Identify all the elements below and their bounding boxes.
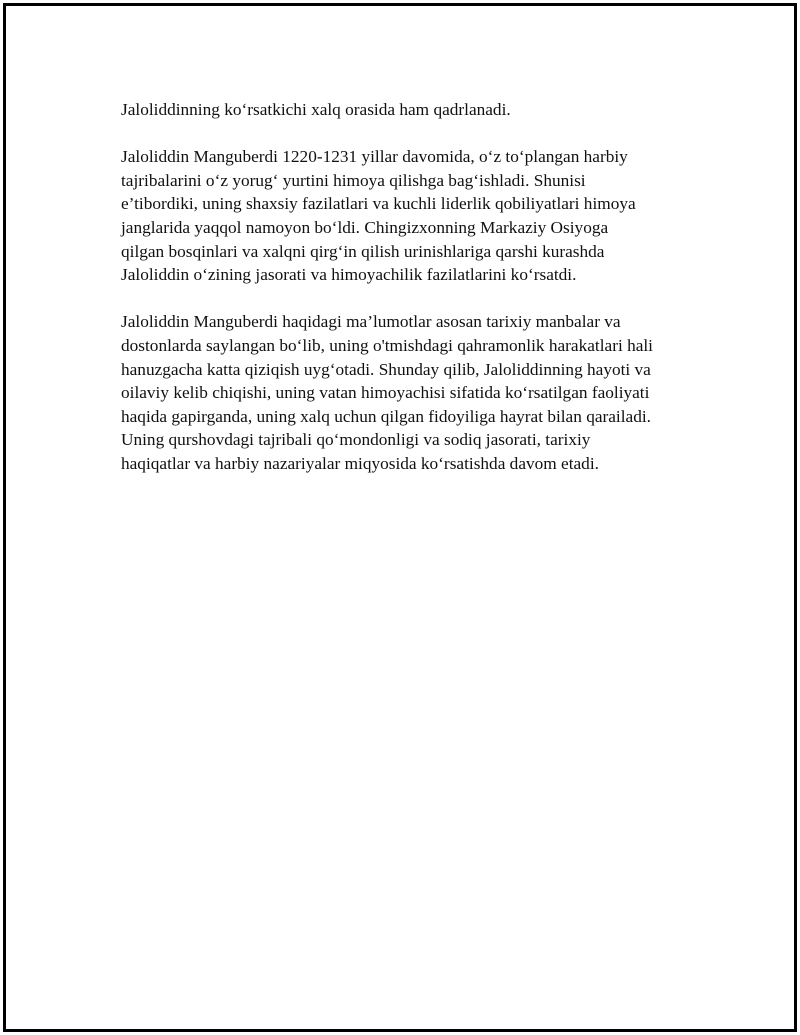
text-line: haqida gapirganda, uning xalq uchun qilgan fidoyiliga hayrat bilan qarailadi.	[121, 406, 651, 426]
document-body	[121, 98, 701, 499]
text-line: haqiqatlar va harbiy nazariyalar miqyosida ko‘rsatishda davom etadi.	[121, 453, 599, 473]
paragraph-3	[121, 310, 701, 475]
text-line: oilaviy kelib chiqishi, uning vatan himoyachisi sifatida ko‘rsatilgan faoliyati	[121, 383, 650, 403]
text-line: hanuzgacha katta qiziqish uyg‘otadi. Shunday qilib, Jaloliddinning hayoti va	[121, 359, 651, 379]
text-line: e’tibordiki, uning shaxsiy fazilatlari va kuchli liderlik qobiliyatlari himoya	[121, 194, 636, 214]
text-line: Jaloliddin Manguberdi haqidagi ma’lumotlar asosan tarixiy manbalar va	[121, 312, 621, 332]
text-line: qilgan bosqinlari va xalqni qirg‘in qilish urinishlariga qarshi kurashda	[121, 241, 605, 261]
text-line: tajribalarini o‘z yorug‘ yurtini himoya qilishga bag‘ishladi. Shunisi	[121, 170, 586, 190]
text-line: Uning qurshovdagi tajribali qo‘mondonligi va sodiq jasorati, tarixiy	[121, 430, 591, 450]
text-line: dostonlarda saylangan bo‘lib, uning o'tmishdagi qahramonlik harakatlari hali	[121, 335, 653, 355]
text-line: Jaloliddin Manguberdi 1220-1231 yillar davomida, o‘z to‘plangan harbiy	[121, 147, 628, 167]
text-line: Jaloliddin o‘zining jasorati va himoyachilik fazilatlarini ko‘rsatdi.	[121, 265, 577, 285]
paragraph-2	[121, 145, 701, 287]
document-page	[3, 3, 797, 1032]
text-line: Jaloliddinning ko‘rsatkichi xalq orasida ham qadrlanadi.	[121, 100, 511, 119]
paragraph-1	[121, 98, 701, 122]
text-line: janglarida yaqqol namoyon bo‘ldi. Chingizxonning Markaziy Osiyoga	[121, 217, 609, 237]
